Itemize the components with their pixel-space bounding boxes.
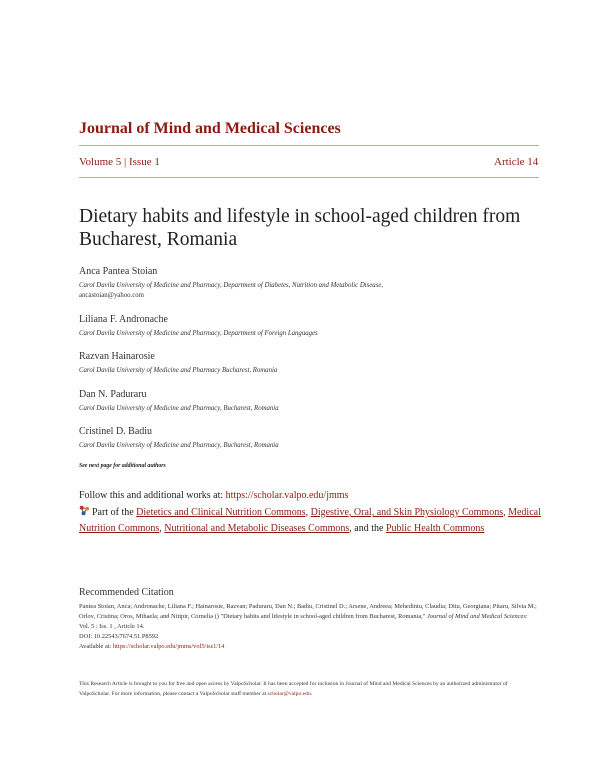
author-name: Cristinel D. Badiu: [79, 426, 153, 437]
citation-available-label: Available at:: [79, 643, 113, 650]
author-affiliation: Carol Davila University of Medicine and Pharmacy, Department of Foreign Languages: [79, 330, 318, 337]
author-block: [79, 265, 549, 300]
follow-line: [79, 490, 348, 501]
author-name: Liliana F. Andronache: [79, 314, 168, 325]
header-rule-top: [79, 145, 539, 146]
author-name: Anca Pantea Stoian: [79, 266, 158, 277]
citation-authors: Pantea Stoian, Anca; Andronache, Liliana F.; Hainarosie, Razvan; Paduraru, Dan N.; Badiu, Cristinel D.; Arsene, Andreea; Mehedintu, Claudia; Ditu, Georgiana; Pitaru, Silvia M.; Orlov, Cristina; Oros, Mihaela; and Nitipir, Cornelia () "Dietary habits and lifestyle in school-aged children from Bucharest, Romania,": [79, 603, 537, 620]
commons-link-nutritional-metabolic[interactable]: Nutritional and Metabolic Diseases Commons: [164, 523, 350, 534]
author-affiliation: Carol Davila University of Medicine and Pharmacy, Bucharest, Romania: [79, 405, 279, 412]
commons-link-medical-nutrition[interactable]: Medical Nutrition Commons: [79, 507, 541, 534]
commons-and: , and the: [349, 523, 386, 534]
footer-end: .: [310, 691, 313, 697]
author-affiliation: Carol Davila University of Medicine and Pharmacy, Bucharest, Romania: [79, 442, 279, 449]
commons-link-digestive[interactable]: Digestive, Oral, and Skin Physiology Commons: [310, 507, 504, 518]
access-footer: [79, 679, 539, 699]
author-block: [79, 425, 549, 451]
volume-issue[interactable]: Volume 5 | Issue 1: [79, 156, 160, 168]
author-block: [79, 350, 549, 376]
part-of-prefix: Part of the: [92, 507, 137, 518]
author-block: [79, 313, 549, 339]
citation-available-link[interactable]: https://scholar.valpo.edu/jmms/vol5/iss1/14: [112, 643, 225, 650]
author-email[interactable]: ancastoian@yahoo.com: [79, 291, 144, 299]
author-block: [79, 388, 549, 414]
follow-text: Follow this and additional works at:: [79, 490, 226, 501]
recommended-citation: [79, 602, 539, 652]
citation-tail: : Vol. 5 : Iss. 1 , Article 14.: [79, 613, 528, 630]
citation-journal: Journal of Mind and Medical Sciences: [426, 613, 526, 620]
commons-separator: ,: [159, 523, 165, 534]
follow-link[interactable]: https://scholar.valpo.edu/jmms: [225, 490, 349, 501]
commons-separator: ,: [503, 507, 509, 518]
see-next-page-note: See next page for additional authors: [79, 463, 166, 469]
part-of-commons: [79, 505, 549, 537]
author-affiliation: Carol Davila University of Medicine and Pharmacy Bucharest, Romania: [79, 367, 278, 374]
article-number: Article 14: [494, 156, 539, 168]
journal-title[interactable]: Journal of Mind and Medical Sciences: [79, 120, 341, 137]
author-name: Dan N. Paduraru: [79, 389, 147, 400]
author-name: Razvan Hainarosie: [79, 351, 155, 362]
commons-link-public-health[interactable]: Public Health Commons: [385, 523, 485, 534]
citation-doi: DOI: 10.22543/7674.51.P8592: [79, 633, 159, 640]
commons-link-dietetics[interactable]: Dietetics and Clinical Nutrition Commons: [136, 507, 306, 518]
footer-text: This Research Article is brought to you for free and open access by ValpoScholar. It has been accepted for inclusion in Journal of Mind and Medical Sciences by an authorized administrator of ValpoScholar. For more information, please contact a ValpoScholar staff member at: [79, 681, 508, 697]
recommended-citation-heading: Recommended Citation: [79, 587, 174, 598]
commons-separator: ,: [305, 507, 311, 518]
header-rule-bottom: [79, 177, 539, 178]
network-commons-icon: [79, 505, 90, 516]
article-title: Dietary habits and lifestyle in school-aged children from Bucharest, Romania: [79, 206, 521, 250]
author-affiliation: Carol Davila University of Medicine and Pharmacy, Department of Diabetes, Nutrition and Metabolic Disease,: [79, 282, 384, 289]
footer-email-link[interactable]: scholar@valpo.edu: [267, 691, 311, 697]
